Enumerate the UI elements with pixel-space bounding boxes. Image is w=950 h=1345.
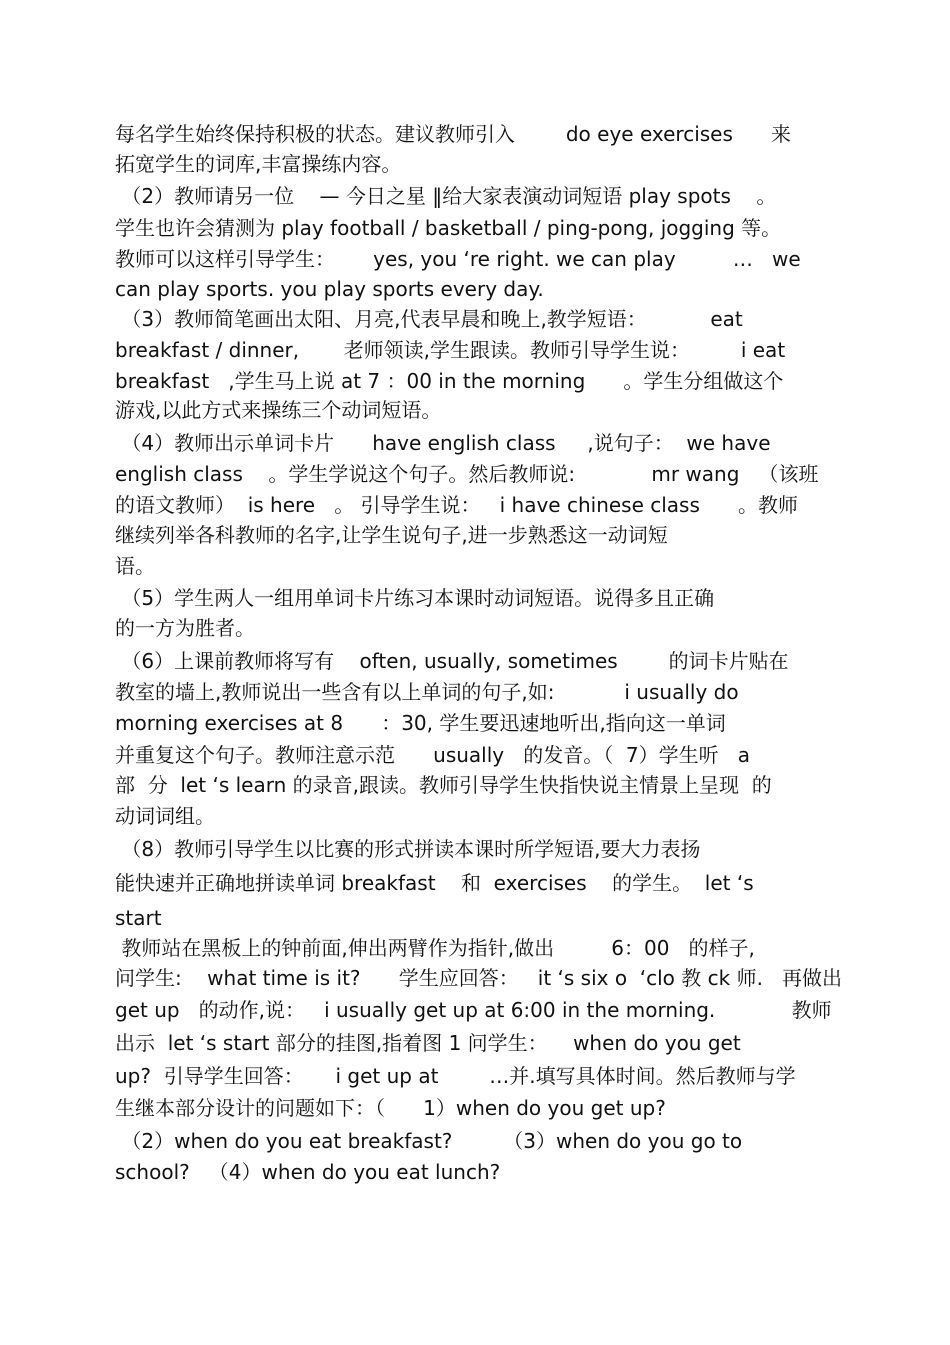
text-line: 问学生: what time is it? 学生应回答： it ‘s six o ‘clo 教 ck 师. 再做出 bbox=[115, 966, 843, 990]
text-line: 教师站在黑板上的钟前面,伸出两臂作为指针,做出 6：00 的样子, bbox=[115, 936, 755, 960]
text-line: 的语文教师） is here 。 引导学生说： i have chinese class 。教师 bbox=[115, 493, 799, 517]
text-line: breakfast / dinner, 老师领读,学生跟读。教师引导学生说： i eat bbox=[115, 338, 786, 362]
text-line: （3）教师简笔画出太阳、月亮,代表早晨和晚上,教学短语： eat bbox=[115, 307, 743, 331]
text-line: 的一方为胜者。 bbox=[115, 616, 255, 640]
text-line: can play sports. you play sports every day. bbox=[115, 277, 544, 301]
text-line: start bbox=[115, 906, 162, 930]
text-line: 能快速并正确地拼读单词 breakfast 和 exercises 的学生。 let ‘s bbox=[115, 871, 754, 895]
text-line: 出示 let ‘s start 部分的挂图,指着图 1 问学生： when do you get bbox=[115, 1031, 741, 1055]
text-line: english class 。学生学说这个句子。然后教师说: mr wang （该班 bbox=[115, 462, 819, 486]
text-line: get up 的动作,说： i usually get up at 6:00 in the morning. 教师 bbox=[115, 998, 832, 1022]
text-line: 部 分 let ‘s learn 的录音,跟读。教师引导学生快指快说主情景上呈现 的 bbox=[115, 773, 772, 797]
text-line: 动词词组。 bbox=[115, 804, 215, 828]
text-line: 学生也许会猜测为 play football / basketball / ping-pong, jogging 等。 bbox=[115, 216, 782, 240]
text-line: （8）教师引导学生以比赛的形式拼读本课时所学短语,要大力表扬 bbox=[115, 837, 701, 861]
text-line: （5）学生两人一组用单词卡片练习本课时动词短语。说得多且正确 bbox=[115, 586, 715, 610]
text-line: （2）教师请另一位 — 今日之星 ‖给大家表演动词短语 play spots 。 bbox=[115, 184, 777, 208]
text-line: 教师可以这样引导学生： yes, you ‘re right. we can play … we bbox=[115, 247, 801, 271]
text-line: morning exercises at 8 ：30, 学生要迅速地听出,指向这一单词 bbox=[115, 711, 726, 735]
text-line: 游戏,以此方式来操练三个动词短语。 bbox=[115, 398, 442, 422]
text-line: （4）教师出示单词卡片 have english class ,说句子： we have bbox=[115, 431, 771, 455]
text-line: 拓宽学生的词库,丰富操练内容。 bbox=[115, 152, 402, 176]
text-line: （6）上课前教师将写有 often, usually, sometimes 的词卡片贴在 bbox=[115, 649, 789, 673]
text-line: breakfast ,学生马上说 at 7 ：00 in the morning 。学生分组做这个 bbox=[115, 369, 784, 393]
text-line: 生继本部分设计的问题如下：（ 1）when do you get up? bbox=[115, 1096, 666, 1120]
text-line: （2）when do you eat breakfast? （3）when do you go to bbox=[115, 1129, 743, 1153]
text-line: 每名学生始终保持积极的状态。建议教师引入 do eye exercises 来 bbox=[115, 122, 792, 146]
text-line: 继续列举各科教师的名字,让学生说句子,进一步熟悉这一动词短 bbox=[115, 523, 668, 547]
text-line: 语。 bbox=[115, 554, 155, 578]
text-line: 教室的墙上,教师说出一些含有以上单词的句子,如: i usually do bbox=[115, 680, 739, 704]
text-line: up? 引导学生回答： i get up at …并.填写具体时间。然后教师与学 bbox=[115, 1064, 796, 1088]
text-line: school? （4）when do you eat lunch? bbox=[115, 1160, 501, 1184]
text-line: 并重复这个句子。教师注意示范 usually 的发音。（ 7）学生听 a bbox=[115, 743, 750, 767]
